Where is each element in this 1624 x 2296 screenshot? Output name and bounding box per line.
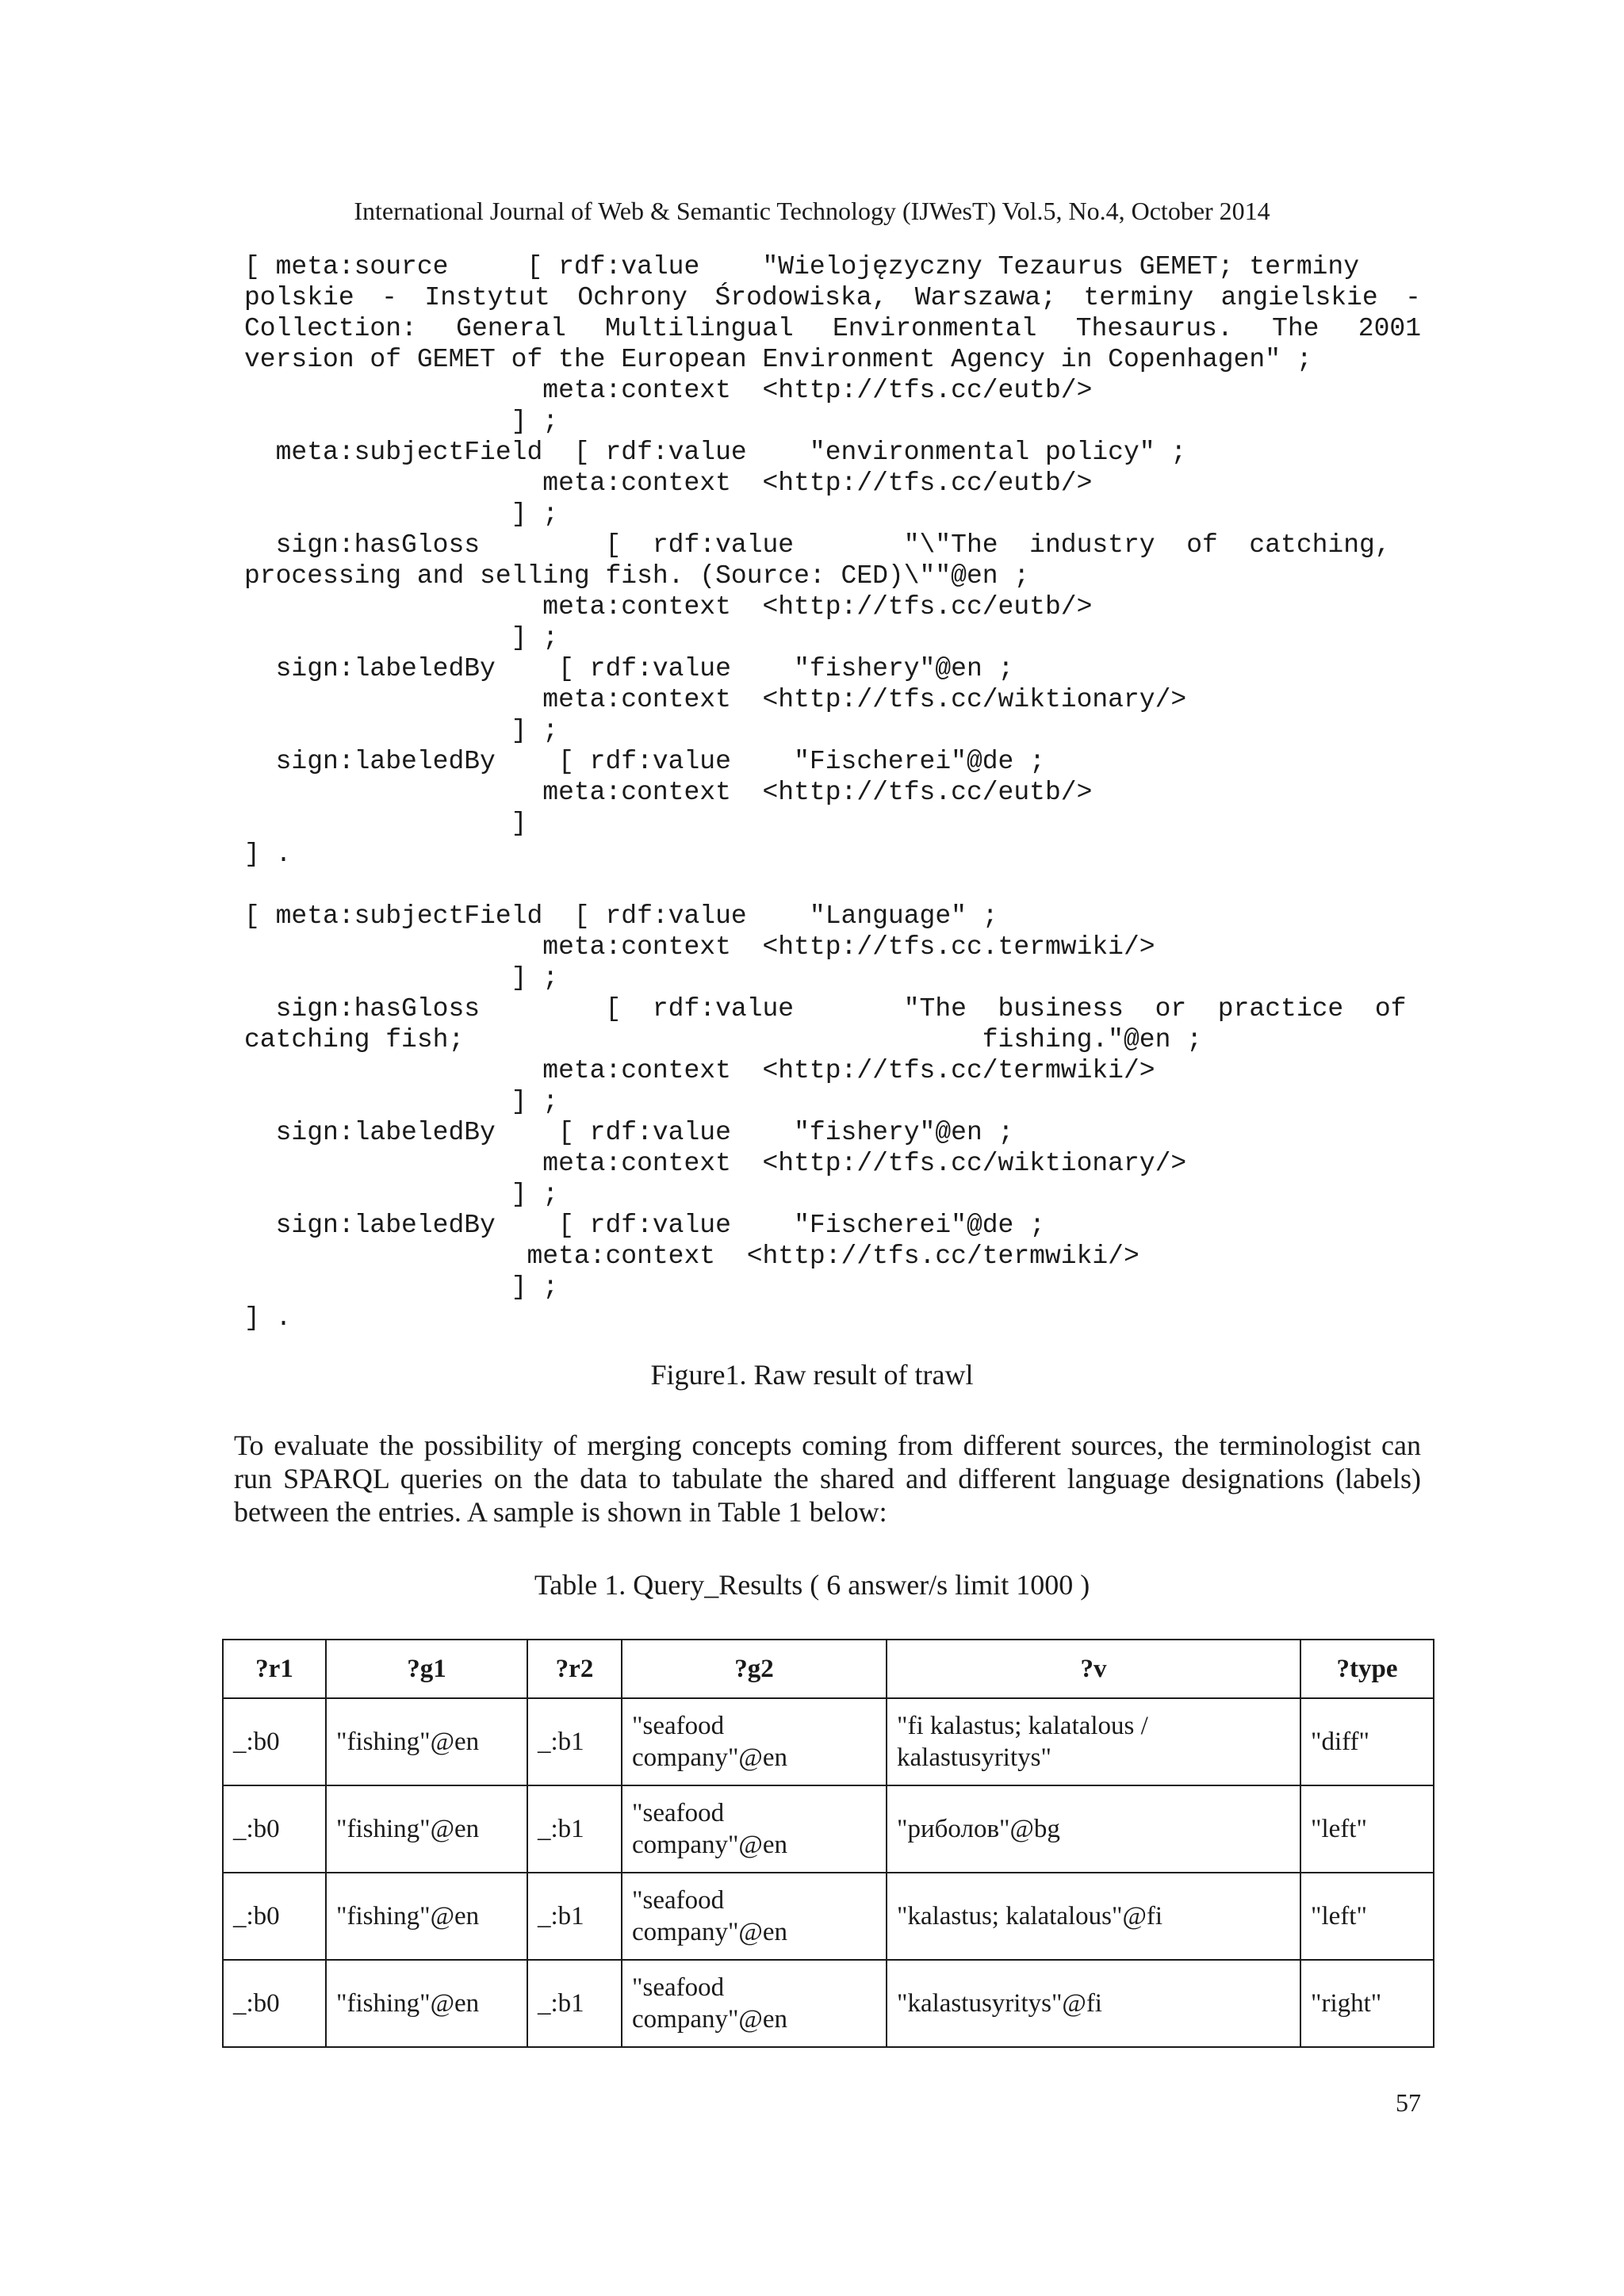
cell-type: "left" [1300, 1785, 1434, 1873]
table-row [223, 1698, 1434, 1785]
header-g1: ?g1 [326, 1640, 527, 1698]
table-row [223, 1960, 1434, 2047]
code-line: ] [244, 809, 527, 838]
code-line: sign:hasGloss [ rdf:value "\"The industry of catching, [244, 530, 1391, 560]
code-line: sign:labeledBy [ rdf:value "Fischerei"@de ; [244, 747, 1045, 776]
header-g2: ?g2 [622, 1640, 887, 1698]
figure-caption: Figure1. Raw result of trawl [650, 1359, 974, 1391]
table-title: Table 1. Query_Results ( 6 answer/s limit 1000 ) [534, 1569, 1090, 1601]
code-line: meta:context <http://tfs.cc/wiktionary/> [244, 1149, 1187, 1178]
code-line: meta:context <http://tfs.cc/termwiki/> [244, 1242, 1139, 1271]
header-r2: ?r2 [527, 1640, 622, 1698]
code-line: meta:context <http://tfs.cc/eutb/> [244, 592, 1093, 622]
code-line: ] ; [244, 716, 559, 745]
cell-r1: _:b0 [223, 1785, 326, 1873]
cell-type: "left" [1300, 1873, 1434, 1960]
page-number: 57 [1396, 2088, 1421, 2117]
cell-r2: _:b1 [527, 1698, 622, 1785]
code-line: sign:labeledBy [ rdf:value "Fischerei"@de ; [244, 1211, 1045, 1240]
code-line: ] . [244, 1303, 292, 1333]
cell-r1: _:b0 [223, 1873, 326, 1960]
header-r1: ?r1 [223, 1640, 326, 1698]
cell-type: "right" [1300, 1960, 1434, 2047]
code-line: meta:context <http://tfs.cc/wiktionary/> [244, 685, 1187, 714]
cell-type: "diff" [1300, 1698, 1434, 1785]
code-line: meta:context <http://tfs.cc/eutb/> [244, 376, 1093, 405]
cell-g2: "seafood company"@en [622, 1698, 887, 1785]
code-line: sign:labeledBy [ rdf:value "fishery"@en ; [244, 1118, 1014, 1147]
code-line: ] ; [244, 407, 559, 436]
table-row [223, 1873, 1434, 1960]
query-results-table [222, 1639, 1434, 2048]
code-line: sign:hasGloss [ rdf:value "The business or practice of [244, 994, 1407, 1024]
code-line: version of GEMET of the European Environment Agency in Copenhagen" ; [244, 345, 1312, 374]
cell-r2: _:b1 [527, 1873, 622, 1960]
cell-g1: "fishing"@en [326, 1960, 527, 2047]
cell-g1: "fishing"@en [326, 1698, 527, 1785]
code-line: Collection: General Multilingual Environmental Thesaurus. The 2001 [244, 314, 1421, 343]
code-line: sign:labeledBy [ rdf:value "fishery"@en ; [244, 654, 1014, 683]
code-line: meta:context <http://tfs.cc.termwiki/> [244, 932, 1155, 962]
table-row [223, 1785, 1434, 1873]
cell-g1: "fishing"@en [326, 1785, 527, 1873]
code-line: ] ; [244, 1180, 559, 1209]
code-line: meta:subjectField [ rdf:value "environmental policy" ; [244, 438, 1187, 467]
code-line: [ meta:source [ rdf:value "Wielojęzyczny Tezaurus GEMET; terminy [244, 252, 1360, 281]
code-line: [ meta:subjectField [ rdf:value "Language" ; [244, 901, 998, 931]
cell-g2: "seafood company"@en [622, 1873, 887, 1960]
rdf-code-listing [244, 251, 1421, 1334]
code-line: polskie - Instytut Ochrony Środowiska, Warszawa; terminy angielskie - [244, 283, 1421, 312]
cell-v: "риболов"@bg [887, 1785, 1300, 1873]
cell-r2: _:b1 [527, 1785, 622, 1873]
code-line: ] ; [244, 963, 559, 993]
code-line: ] ; [244, 499, 559, 529]
cell-v: "kalastusyritys"@fi [887, 1960, 1300, 2047]
cell-r1: _:b0 [223, 1698, 326, 1785]
cell-v: "kalastus; kalatalous"@fi [887, 1873, 1300, 1960]
code-line: catching fish; fishing."@en ; [244, 1025, 1202, 1054]
header-v: ?v [887, 1640, 1300, 1698]
code-line: processing and selling fish. (Source: CED)\""@en ; [244, 561, 1030, 591]
cell-g2: "seafood company"@en [622, 1960, 887, 2047]
journal-header: International Journal of Web & Semantic Technology (IJWesT) Vol.5, No.4, October 2014 [354, 197, 1270, 225]
code-line: ] ; [244, 1087, 559, 1116]
table-header-row [223, 1640, 1434, 1698]
code-line: ] . [244, 840, 292, 869]
cell-r1: _:b0 [223, 1960, 326, 2047]
code-line: meta:context <http://tfs.cc/termwiki/> [244, 1056, 1155, 1085]
code-line: ] ; [244, 623, 559, 652]
header-type: ?type [1300, 1640, 1434, 1698]
code-line [244, 870, 1421, 901]
code-line: meta:context <http://tfs.cc/eutb/> [244, 778, 1093, 807]
cell-v: "fi kalastus; kalatalous / kalastusyritys" [887, 1698, 1300, 1785]
code-line: ] ; [244, 1272, 559, 1302]
code-line: meta:context <http://tfs.cc/eutb/> [244, 469, 1093, 498]
cell-g1: "fishing"@en [326, 1873, 527, 1960]
cell-r2: _:b1 [527, 1960, 622, 2047]
cell-g2: "seafood company"@en [622, 1785, 887, 1873]
body-paragraph: To evaluate the possibility of merging concepts coming from different sources, the terminologist can run SPARQL queries on the data to tabulate the shared and different language designations (labels) between the entries. A sample is shown in Table 1 below: [234, 1429, 1421, 1528]
